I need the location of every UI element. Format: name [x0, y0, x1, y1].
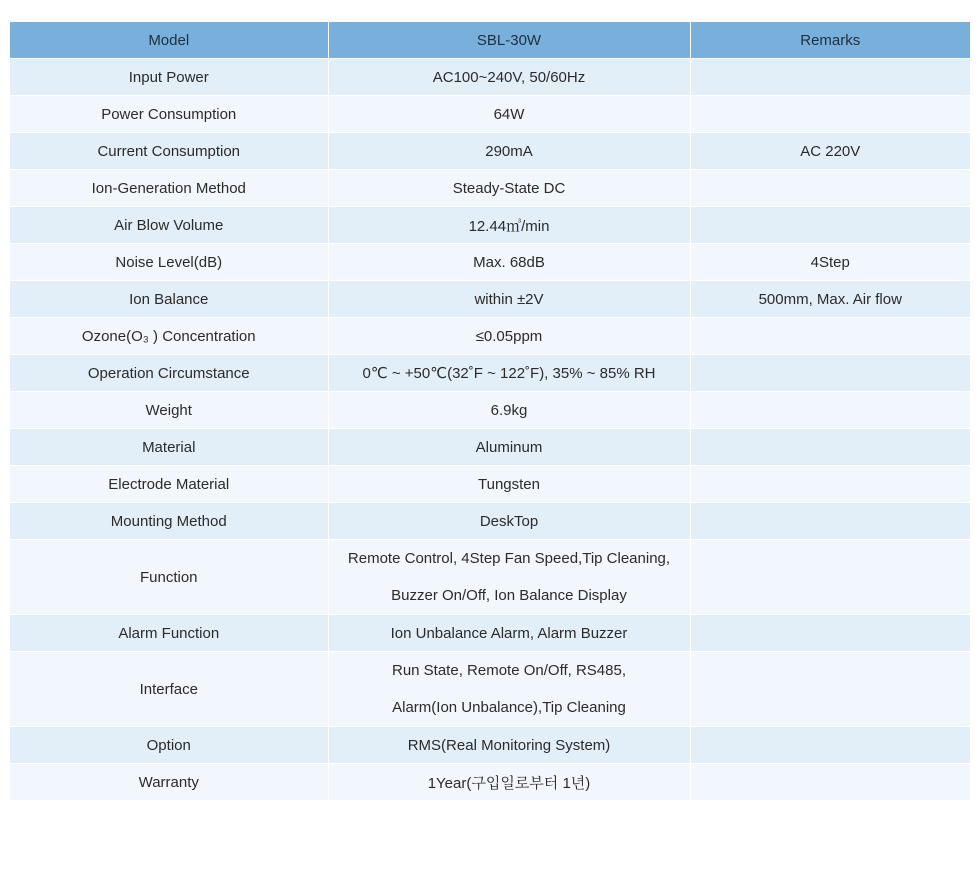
header-remarks: Remarks — [690, 22, 970, 59]
value-line: Remote Control, 4Step Fan Speed,Tip Cleaning, — [347, 550, 671, 567]
label-cell: Function — [10, 540, 328, 615]
label-cell: Weight — [10, 392, 328, 429]
value-cell: ≤0.05ppm — [328, 318, 690, 355]
header-product: SBL-30W — [328, 22, 690, 59]
value-cell: 290mA — [328, 133, 690, 170]
remark-cell — [690, 318, 970, 355]
value-cell: 64W — [328, 96, 690, 133]
value-cell — [328, 652, 690, 727]
remark-cell — [690, 96, 970, 133]
label-cell: Air Blow Volume — [10, 207, 328, 244]
label-cell: Mounting Method — [10, 503, 328, 540]
remark-cell — [690, 170, 970, 207]
label-cell: Warranty — [10, 764, 328, 801]
header-model: Model — [10, 22, 328, 59]
remark-cell — [690, 207, 970, 244]
remark-cell — [690, 727, 970, 764]
value-line: Buzzer On/Off, Ion Balance Display — [391, 587, 627, 604]
label-cell: Input Power — [10, 59, 328, 96]
row-electrode-material — [10, 466, 970, 503]
remark-cell — [690, 503, 970, 540]
row-warranty — [10, 764, 970, 801]
row-ion-generation-method — [10, 170, 970, 207]
label-cell: Option — [10, 727, 328, 764]
label-cell: Material — [10, 429, 328, 466]
value-cell: RMS(Real Monitoring System) — [328, 727, 690, 764]
value-line: Run State, Remote On/Off, RS485, — [391, 662, 626, 679]
value-line: Alarm(Ion Unbalance),Tip Cleaning — [392, 699, 626, 716]
value-cell: 1Year(구입일로부터 1년) — [328, 764, 690, 801]
row-ion-balance — [10, 281, 970, 318]
value-cell: Aluminum — [328, 429, 690, 466]
row-ozone-concentration — [10, 318, 970, 355]
value-cell — [328, 540, 690, 615]
row-option — [10, 727, 970, 764]
row-weight — [10, 392, 970, 429]
label-cell: Current Consumption — [10, 133, 328, 170]
value-cell: DeskTop — [328, 503, 690, 540]
value-cell: Max. 68dB — [328, 244, 690, 281]
label-cell: Ozone(O₃ ) Concentration — [10, 318, 328, 355]
label-cell: Alarm Function — [10, 615, 328, 652]
remark-cell: 4Step — [690, 244, 970, 281]
value-cell: within ±2V — [328, 281, 690, 318]
row-function — [10, 540, 970, 615]
value-cell: Steady-State DC — [328, 170, 690, 207]
value-cell: 12.44㎥/min — [328, 207, 690, 244]
header-row — [10, 22, 970, 59]
value-cell: Tungsten — [328, 466, 690, 503]
remark-cell — [690, 615, 970, 652]
row-material — [10, 429, 970, 466]
row-interface — [10, 652, 970, 727]
row-power-consumption — [10, 96, 970, 133]
row-input-power — [10, 59, 970, 96]
row-mounting-method — [10, 503, 970, 540]
remark-cell — [690, 429, 970, 466]
row-operation-circumstance — [10, 355, 970, 392]
value-cell: Ion Unbalance Alarm, Alarm Buzzer — [328, 615, 690, 652]
remark-cell: 500mm, Max. Air flow — [690, 281, 970, 318]
remark-cell — [690, 59, 970, 96]
row-air-blow-volume — [10, 207, 970, 244]
value-cell: 6.9kg — [328, 392, 690, 429]
remark-cell — [690, 652, 970, 727]
remark-cell — [690, 466, 970, 503]
label-cell: Noise Level(dB) — [10, 244, 328, 281]
value-cell: 0℃ ~ +50℃(32˚F ~ 122˚F), 35% ~ 85% RH — [328, 355, 690, 392]
label-cell: Ion-Generation Method — [10, 170, 328, 207]
label-cell: Ion Balance — [10, 281, 328, 318]
remark-cell — [690, 540, 970, 615]
label-cell: Power Consumption — [10, 96, 328, 133]
label-cell: Operation Circumstance — [10, 355, 328, 392]
label-cell: Interface — [10, 652, 328, 727]
row-current-consumption — [10, 133, 970, 170]
value-cell: AC100~240V, 50/60Hz — [328, 59, 690, 96]
row-alarm-function — [10, 615, 970, 652]
remark-cell — [690, 764, 970, 801]
label-cell: Electrode Material — [10, 466, 328, 503]
spec-table — [10, 22, 970, 801]
remark-cell — [690, 392, 970, 429]
row-noise-level — [10, 244, 970, 281]
remark-cell: AC 220V — [690, 133, 970, 170]
remark-cell — [690, 355, 970, 392]
